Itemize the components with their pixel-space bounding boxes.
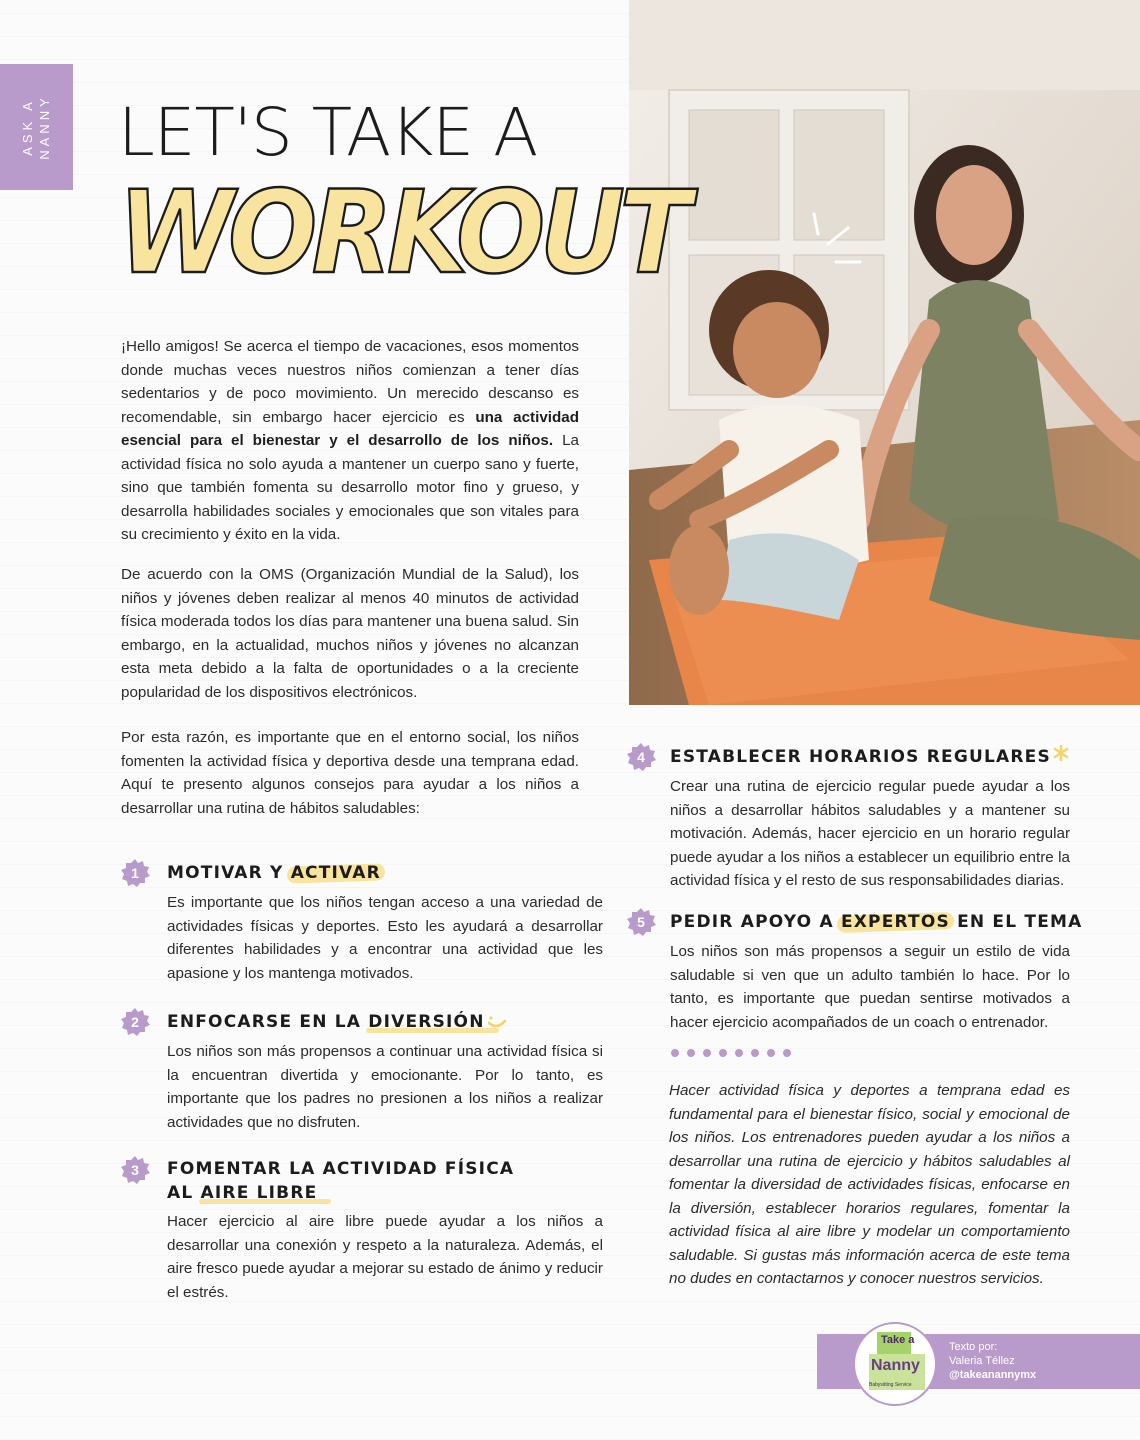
tip-text: Crear una rutina de ejercicio regular puede ayudar a los niños a desarrollar hábitos saludables y a mantener su motivación. Además, hacer ejercicio en un horario regular puede ayudar a los niños a establecer un equilibrio entre la actividad física y el resto de sus responsabilidades diarias. [670,778,1070,889]
hero-photo [629,0,1140,705]
credit-author: Valeria Téllez [949,1355,1015,1367]
author-credit [949,1340,1036,1382]
tip-number: 5 [637,914,645,930]
sparkle-icon [806,210,866,270]
closing-paragraph: Hacer actividad física y deportes a temprana edad es fundamental para el bienestar físico, social y emocional de los niños. Los entrenadores pueden ayudar a los niños a desarrollar una rutina de ejercicio y hábitos saludables al fomentar la diversidad de actividades físicas, enfocarse en la diversión, establecer horarios regulares, fomentar la actividad física al aire libre y modelar un comportamiento saludable. Si gustas más información acerca de este tema no dudes en contactarnos y conocer nuestros servicios. [669,1082,1070,1287]
tip-number: 1 [131,865,139,881]
tip-text: Hacer ejercicio al aire libre puede ayudar a los niños a desarrollar una conexión y respeto a la naturaleza. Además, el aire fresco puede ayudar a mejorar su estado de ánimo y reducir el estrés. [167,1213,603,1301]
intro-paragraph-1 [121,335,579,547]
tip-heading-text: PEDIR APOYO A [670,912,841,932]
tip-heading-highlight: EXPERTOS [840,912,950,932]
asterisk-icon [1053,745,1069,761]
tip-number: 3 [131,1162,139,1178]
tip-text: Es importante que los niños tengan acceso a una variedad de actividades físicas y deportes. Esto les ayudará a desarrollar diferentes habilidades y a encontrar una actividad que les apasione y los mantenga motivados. [167,894,603,982]
intro-paragraph-3: Por esta razón, es importante que en el entorno social, los niños fomenten la actividad física y deportiva desde una temprana edad. Aquí te presento algunos consejos para ayudar a los niños a desarrollar una rutina de hábitos saludables: [121,729,579,817]
section-tab-label: ASK A NANNY [20,94,52,160]
headline-line-1: LET'S TAKE A [118,94,538,171]
credit-label: Texto por: [949,1341,998,1353]
tip-heading-highlight: ACTIVAR [290,863,381,883]
tip-heading-text-end: EN EL TEMA [949,912,1083,932]
tip-text: Los niños son más propensos a seguir un estilo de vida saludable si ven que un adulto también lo hace. Por lo tanto, es importante que puedan sentirse motivados a hacer ejercicio acompañados de un coach o entrenador. [670,943,1070,1031]
tip-heading [167,861,381,885]
logo-line-1: Take a [881,1334,915,1346]
tip-heading-text: FOMENTAR LA ACTIVIDAD FÍSICA [167,1159,515,1179]
tip-heading-highlight: AIRE LIBRE [200,1183,318,1203]
take-a-nanny-logo [853,1322,937,1406]
smile-icon [487,1015,507,1029]
intro-p1-text-b: La actividad física no solo ayuda a mantener un cuerpo sano y fuerte, sino que también fomenta su desarrollo motor fino y grueso, y desarrolla habilidades sociales y emocionales que son vitales para su crecimiento y éxito en la vida. [121,432,579,543]
intro-paragraph-2: De acuerdo con la OMS (Organización Mundial de la Salud), los niños y jóvenes deben realizar al menos 40 minutos de actividad física moderada todos los días para mantener una buena salud. Sin embargo, en la actualidad, muchos niños y jóvenes no alcanzan esta meta debido a la falta de oportunidades o a la creciente popularidad de los dispositivos electrónicos. [121,566,579,701]
tip-heading [670,745,1069,769]
tip-number-badge [120,858,150,888]
tip-heading [167,1157,514,1205]
intro-p1-text-a: ¡Hello amigos! Se acerca el tiempo de vacaciones, esos momentos donde muchas veces nuestros niños comienzan a tener días sedentarios y de poco movimiento. Un merecido descanso es recomendable, sin embargo hacer ejercicio es [121,338,579,426]
logo-line-3: Babysitting Service [869,1382,912,1388]
tip-number: 2 [131,1014,139,1030]
tip-heading [670,910,1082,934]
tip-heading-text-line-2: AL [167,1183,201,1203]
dotted-divider [671,1049,791,1057]
logo-line-2: Nanny [871,1357,920,1374]
tip-number: 4 [637,749,645,765]
tip-heading-highlight: DIVERSIÓN [368,1012,485,1032]
section-tab [0,64,73,190]
tip-number-badge [120,1007,150,1037]
tip-heading-text: ENFOCARSE EN LA [167,1012,369,1032]
tip-heading-text: ESTABLECER HORARIOS REGULARES [670,747,1051,767]
tip-text: Los niños son más propensos a continuar una actividad física si la encuentran divertida y emocionante. Por lo tanto, es importante que los padres no presionen a los niños a realizar actividades que no disfruten. [167,1043,603,1131]
tip-heading [167,1010,507,1034]
tip-number-badge [626,742,656,772]
tip-number-badge [120,1155,150,1185]
intro-p1-bold: una actividad esencial para el bienestar y el desarrollo de los niños. [121,408,579,449]
headline-line-2: WORKOUT [118,166,686,299]
credit-handle[interactable]: @takeanannymx [949,1369,1037,1381]
tip-heading-text: MOTIVAR Y [167,863,291,883]
tip-number-badge [626,907,656,937]
